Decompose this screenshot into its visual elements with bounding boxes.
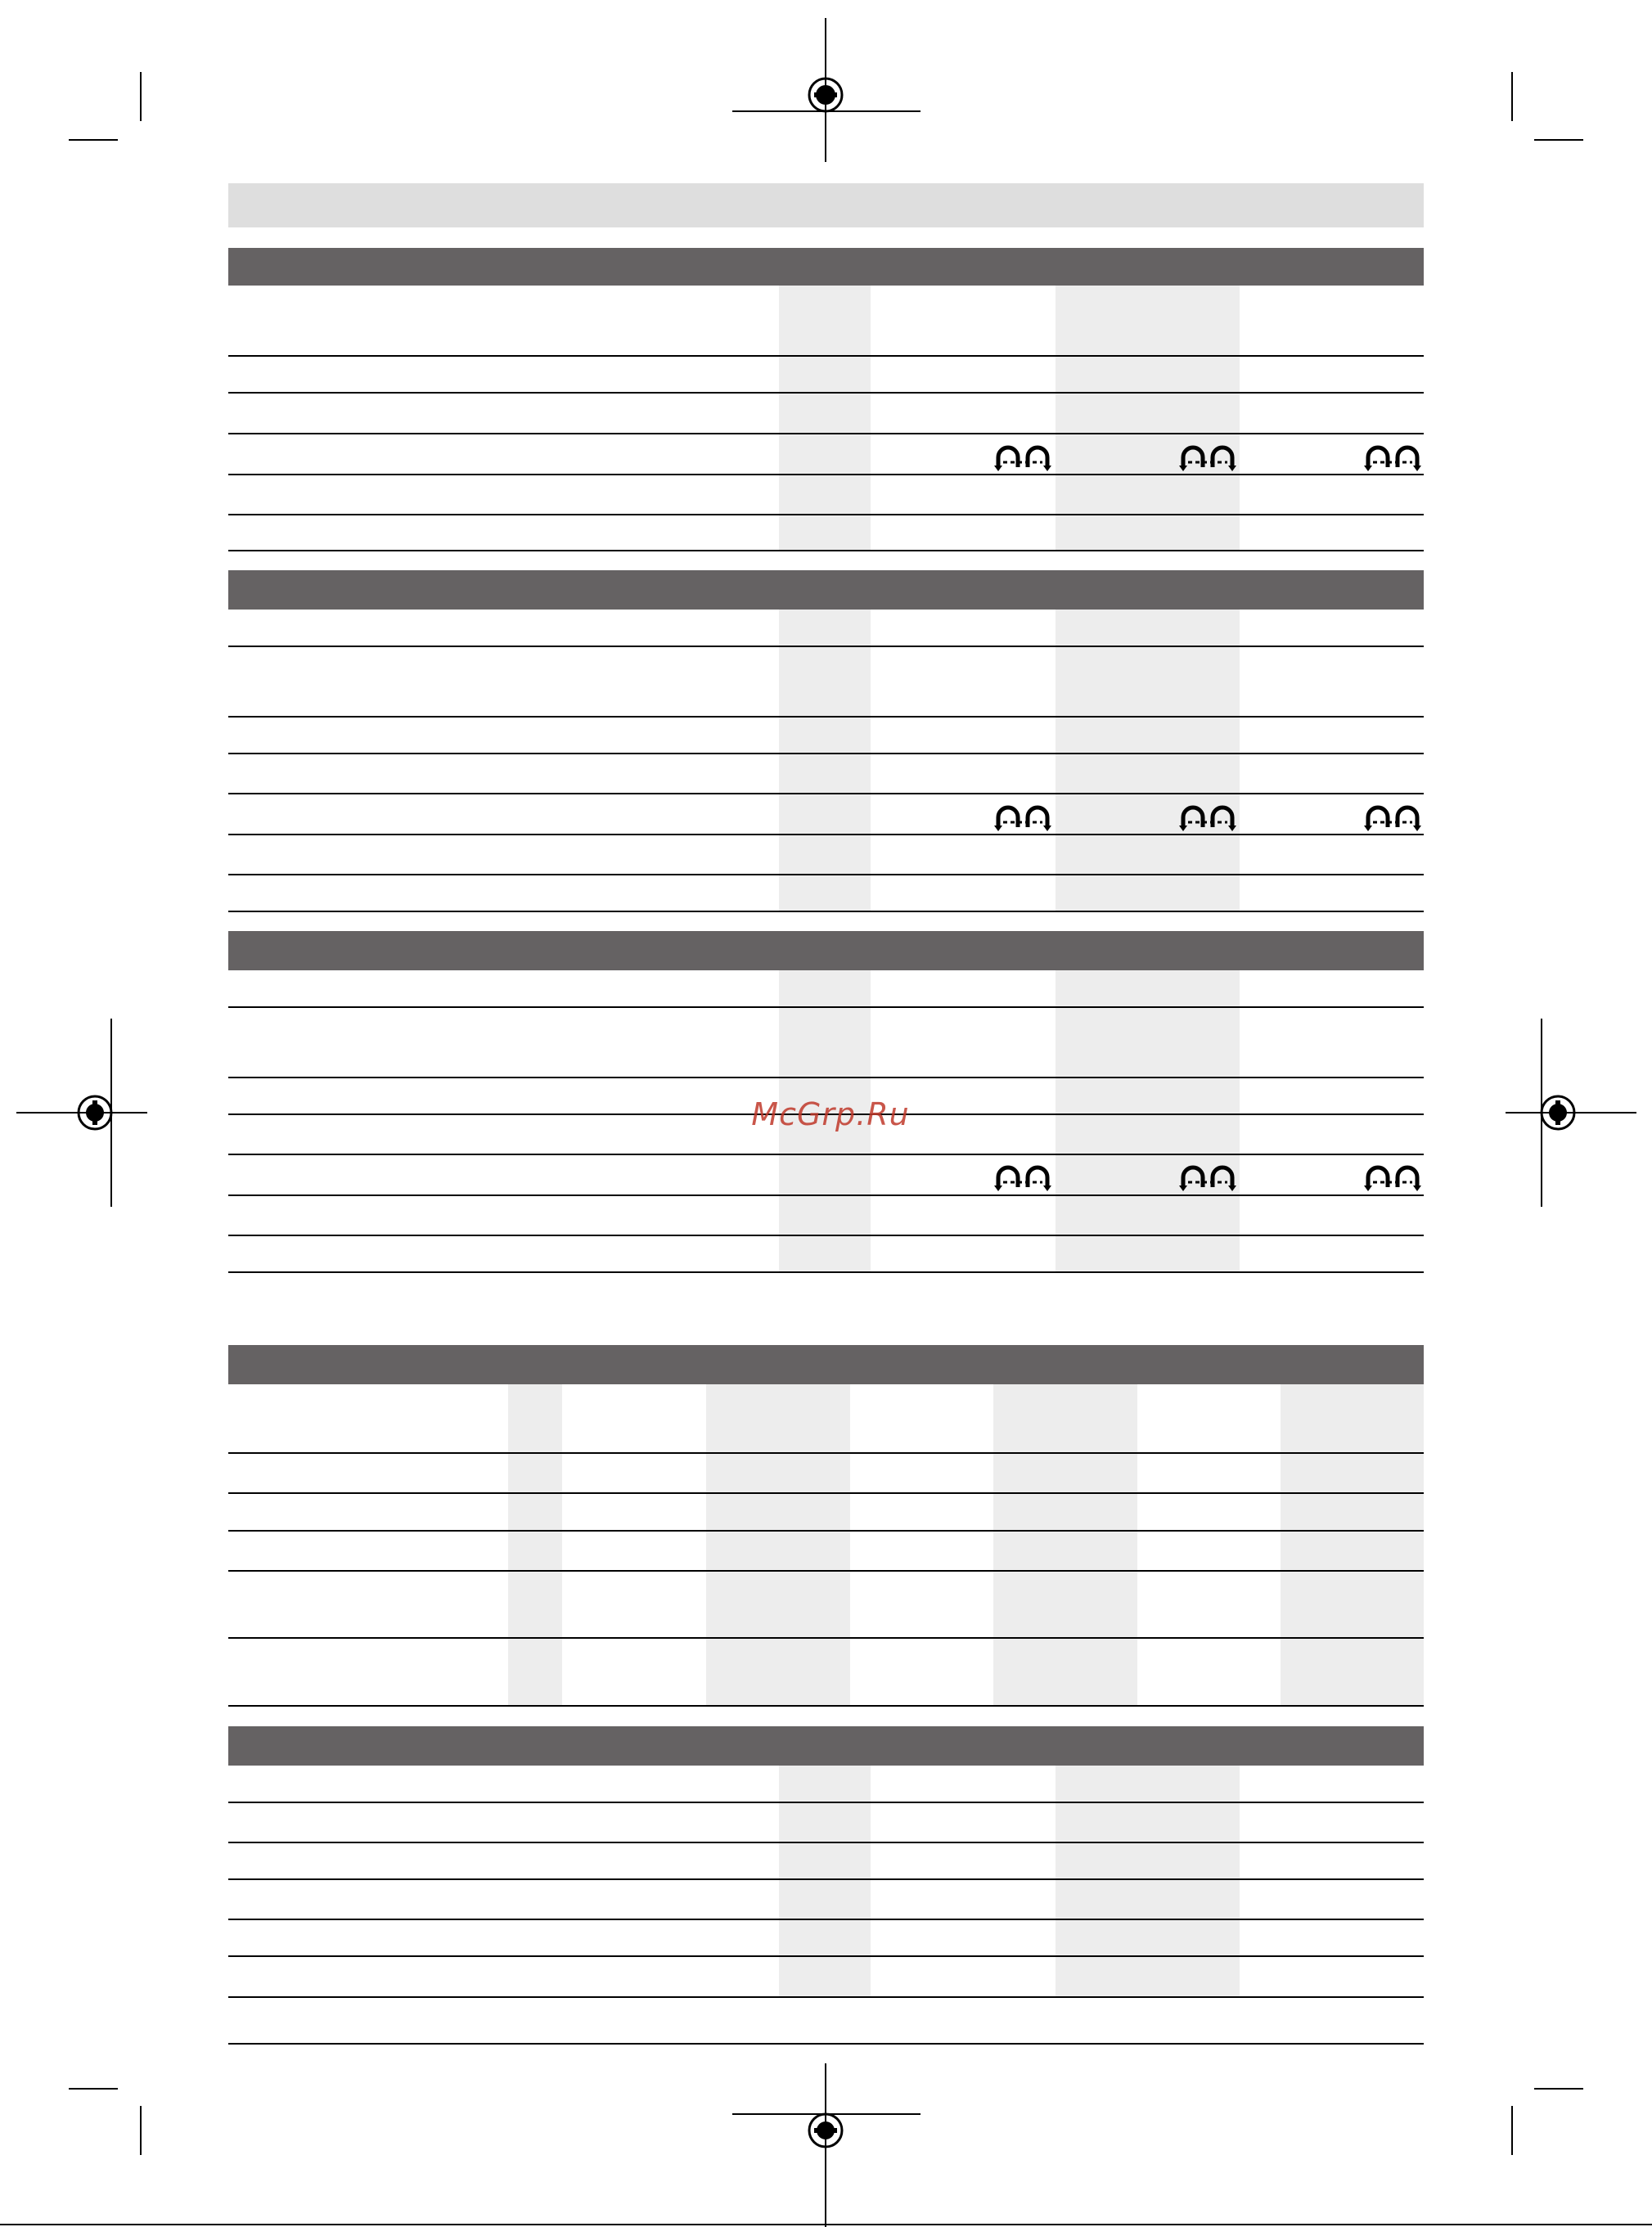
table-4-row-divider <box>228 1492 1424 1494</box>
table-1-row-divider <box>228 392 1424 394</box>
page-bottom-edge <box>0 2224 1652 2225</box>
table-3-header-bar <box>228 931 1424 970</box>
registration-mark-icon <box>732 2063 921 2227</box>
table-4-column-shade <box>993 1384 1137 1706</box>
table-5-header-bar <box>228 1726 1424 1766</box>
watermark: McGrp.Ru <box>751 1096 910 1132</box>
table-3-row-divider <box>228 1235 1424 1236</box>
table-3-row-divider <box>228 1271 1424 1273</box>
table-4-row-divider <box>228 1452 1424 1454</box>
table-5-row-divider <box>228 1996 1424 1998</box>
table-2-row-divider <box>228 911 1424 912</box>
table-5-column-shade <box>1056 1766 1240 1996</box>
rotation-direction-icon <box>993 1161 1052 1192</box>
table-3-row-divider <box>228 1194 1424 1196</box>
table-5-row-divider <box>228 1919 1424 1920</box>
page-header-band <box>228 183 1424 227</box>
rotation-direction-icon <box>993 801 1052 832</box>
table-2-row-divider <box>228 753 1424 754</box>
table-3-row-divider <box>228 1006 1424 1008</box>
crop-mark-bl-v <box>140 2106 142 2155</box>
registration-mark-icon <box>16 1019 155 1207</box>
table-4-row-divider <box>228 1530 1424 1532</box>
table-2-row-divider <box>228 646 1424 647</box>
table-2-row-divider <box>228 793 1424 794</box>
table-5-row-divider <box>228 2043 1424 2045</box>
table-5-row-divider <box>228 1802 1424 1803</box>
rotation-direction-icon <box>1178 1161 1237 1192</box>
table-2-row-divider <box>228 834 1424 835</box>
table-4-column-shade <box>706 1384 850 1706</box>
table-4-row-divider <box>228 1570 1424 1572</box>
table-4-header-bar <box>228 1345 1424 1384</box>
table-3-row-divider <box>228 1154 1424 1155</box>
table-3-row-divider <box>228 1077 1424 1078</box>
crop-mark-br-h <box>1534 2088 1583 2090</box>
table-4-row-divider <box>228 1705 1424 1707</box>
table-1-column-shade <box>779 286 871 550</box>
crop-mark-br-v <box>1511 2106 1513 2155</box>
table-1-row-divider <box>228 355 1424 357</box>
rotation-direction-icon <box>1363 1161 1422 1192</box>
rotation-direction-icon <box>1178 801 1237 832</box>
table-1-row-divider <box>228 550 1424 551</box>
table-1-header-bar <box>228 248 1424 286</box>
rotation-direction-icon <box>1363 441 1422 472</box>
crop-mark-tr-h <box>1534 139 1583 141</box>
crop-mark-bl-h <box>69 2088 118 2090</box>
table-5-row-divider <box>228 1955 1424 1957</box>
table-1-row-divider <box>228 514 1424 515</box>
table-2-row-divider <box>228 716 1424 718</box>
table-5-column-shade <box>779 1766 871 1996</box>
table-2-column-shade <box>1056 610 1240 911</box>
rotation-direction-icon <box>1178 441 1237 472</box>
rotation-direction-icon <box>1363 801 1422 832</box>
crop-mark-tl-v <box>140 72 142 121</box>
table-4-column-shade <box>508 1384 562 1706</box>
table-4-row-divider <box>228 1637 1424 1639</box>
table-1-row-divider <box>228 433 1424 434</box>
table-5-row-divider <box>228 1842 1424 1843</box>
table-2-header-bar <box>228 570 1424 610</box>
table-2-row-divider <box>228 874 1424 875</box>
table-4-column-shade <box>1281 1384 1424 1706</box>
table-2-column-shade <box>779 610 871 911</box>
rotation-direction-icon <box>993 441 1052 472</box>
registration-mark-icon <box>1497 1019 1636 1207</box>
crop-mark-tr-v <box>1511 72 1513 121</box>
crop-mark-tl-h <box>69 139 118 141</box>
table-3-column-shade <box>1056 970 1240 1273</box>
table-1-row-divider <box>228 474 1424 475</box>
table-1-column-shade <box>1056 286 1240 550</box>
registration-mark-icon <box>732 16 921 164</box>
table-5-row-divider <box>228 1878 1424 1880</box>
